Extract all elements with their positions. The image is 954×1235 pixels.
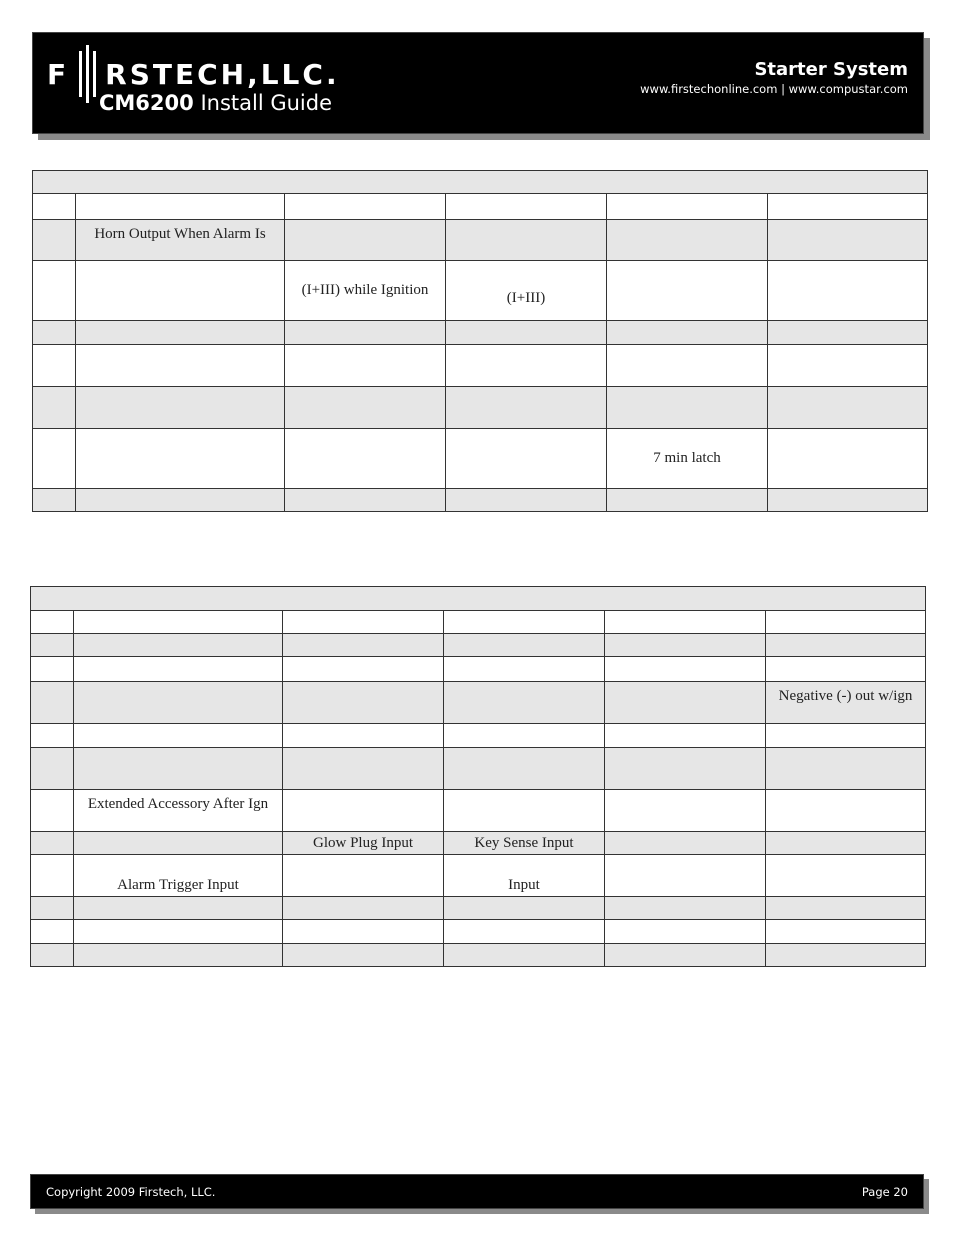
table-cell [607, 489, 768, 512]
table-cell [76, 429, 285, 489]
table-cell [446, 429, 607, 489]
table-cell [768, 429, 928, 489]
table-cell: Input [444, 855, 605, 897]
table-cell [766, 790, 926, 832]
table-cell [74, 611, 283, 634]
table-cell [33, 171, 928, 194]
table-cell [444, 944, 605, 967]
wiring-table-2 [30, 586, 926, 967]
table-cell [33, 387, 76, 429]
table-cell [766, 657, 926, 682]
page-number: Page 20 [861, 1185, 908, 1199]
table-cell [607, 321, 768, 345]
table-cell [76, 489, 285, 512]
table-cell [285, 220, 446, 261]
table-cell: (I+III) [446, 261, 607, 321]
table-cell [446, 321, 607, 345]
system-title: Starter System [754, 59, 908, 80]
table-cell [446, 220, 607, 261]
table-cell [283, 897, 444, 920]
table-cell: Horn Output When Alarm Is [76, 220, 285, 261]
table-cell [607, 220, 768, 261]
table-cell [444, 897, 605, 920]
table-cell [766, 920, 926, 944]
table-cell [444, 790, 605, 832]
table-cell [446, 194, 607, 220]
table-row [33, 194, 928, 220]
table-cell: 7 min latch [607, 429, 768, 489]
table-cell [766, 832, 926, 855]
table-cell [283, 611, 444, 634]
table-cell [31, 611, 74, 634]
table-cell [31, 920, 74, 944]
table-cell [74, 832, 283, 855]
table-cell [444, 748, 605, 790]
guide-title: CM6200 Install Guide [99, 91, 333, 115]
footer-bar [30, 1174, 924, 1209]
table-cell [605, 748, 766, 790]
table-row [31, 748, 926, 790]
table-row [33, 345, 928, 387]
table-cell: Key Sense Input [444, 832, 605, 855]
table-cell [283, 634, 444, 657]
table-cell [76, 261, 285, 321]
table-row [31, 832, 926, 855]
table-cell [605, 682, 766, 724]
table-cell [768, 220, 928, 261]
table-cell [768, 345, 928, 387]
table-cell [444, 634, 605, 657]
table-cell [446, 387, 607, 429]
table-row [31, 634, 926, 657]
table-cell [766, 634, 926, 657]
table-cell [607, 387, 768, 429]
table-cell [285, 489, 446, 512]
table-row [31, 920, 926, 944]
table-cell [766, 944, 926, 967]
table-cell [74, 944, 283, 967]
table-cell [283, 944, 444, 967]
table-cell [283, 657, 444, 682]
table-row [33, 429, 928, 489]
table-cell [607, 261, 768, 321]
table-cell [31, 832, 74, 855]
table-cell [283, 855, 444, 897]
table-cell [285, 429, 446, 489]
table-cell [76, 194, 285, 220]
table-cell [444, 657, 605, 682]
wiring-table-1 [32, 170, 928, 512]
table-cell [605, 897, 766, 920]
table-row [31, 790, 926, 832]
table-cell [283, 724, 444, 748]
table-cell [283, 920, 444, 944]
table-cell [74, 920, 283, 944]
table-cell [76, 321, 285, 345]
table-row [33, 387, 928, 429]
table-cell [605, 724, 766, 748]
table-cell [446, 489, 607, 512]
table-cell [605, 832, 766, 855]
table-cell [768, 387, 928, 429]
table-cell [31, 748, 74, 790]
table-cell [768, 261, 928, 321]
table-cell [766, 748, 926, 790]
table-cell [766, 724, 926, 748]
table-cell [33, 194, 76, 220]
table-cell [444, 682, 605, 724]
table-cell [283, 748, 444, 790]
table-cell [283, 790, 444, 832]
table-cell [31, 682, 74, 724]
table-cell [283, 682, 444, 724]
table-cell [33, 429, 76, 489]
table-row [31, 657, 926, 682]
table-cell [607, 345, 768, 387]
table-cell [74, 657, 283, 682]
header-banner [32, 32, 924, 134]
table-cell [605, 657, 766, 682]
website-urls: www.firstechonline.com | www.compustar.com [640, 82, 908, 96]
table-cell [33, 321, 76, 345]
table-cell [74, 682, 283, 724]
table-cell: Negative (-) out w/ign [766, 682, 926, 724]
table-row [31, 944, 926, 967]
table-cell [285, 345, 446, 387]
table-cell [74, 724, 283, 748]
table-cell [31, 944, 74, 967]
table-cell [31, 790, 74, 832]
table-cell [605, 944, 766, 967]
table-row [33, 321, 928, 345]
table-cell [768, 321, 928, 345]
table-cell [768, 194, 928, 220]
table-cell [444, 920, 605, 944]
table-cell [444, 724, 605, 748]
table-cell [605, 855, 766, 897]
copyright-text: Copyright 2009 Firstech, LLC. [46, 1185, 216, 1199]
table-cell [444, 611, 605, 634]
table-cell [33, 220, 76, 261]
table-cell [766, 611, 926, 634]
table-row [33, 261, 928, 321]
table-cell [74, 897, 283, 920]
table-row [31, 897, 926, 920]
table-cell [285, 194, 446, 220]
table-cell [31, 587, 926, 611]
table-cell [285, 387, 446, 429]
firstech-logo: F RSTECH,LLC. [47, 55, 367, 93]
table-cell [76, 345, 285, 387]
table-cell [33, 345, 76, 387]
table-title-row [33, 171, 928, 194]
table-cell [31, 634, 74, 657]
table-row [31, 682, 926, 724]
table-cell [605, 634, 766, 657]
table-cell [285, 321, 446, 345]
table-cell [766, 897, 926, 920]
table-row [33, 220, 928, 261]
table-cell [33, 489, 76, 512]
logo-emblem-icon [73, 51, 101, 97]
table-cell [605, 920, 766, 944]
table-title-row [31, 587, 926, 611]
table-cell [31, 897, 74, 920]
table-cell [768, 489, 928, 512]
table-cell [766, 855, 926, 897]
table-row [33, 489, 928, 512]
table-cell [607, 194, 768, 220]
table-cell [605, 790, 766, 832]
table-cell: Glow Plug Input [283, 832, 444, 855]
table-cell [33, 261, 76, 321]
table-cell [31, 724, 74, 748]
table-cell [74, 748, 283, 790]
table-cell [605, 611, 766, 634]
table-cell [74, 634, 283, 657]
table-cell: Alarm Trigger Input [74, 855, 283, 897]
table-cell: (I+III) while Ignition [285, 261, 446, 321]
table-row [31, 855, 926, 897]
table-cell [31, 657, 74, 682]
table-cell [446, 345, 607, 387]
table-cell: Extended Accessory After Ign [74, 790, 283, 832]
table-cell [31, 855, 74, 897]
table-row [31, 611, 926, 634]
table-cell [76, 387, 285, 429]
table-row [31, 724, 926, 748]
